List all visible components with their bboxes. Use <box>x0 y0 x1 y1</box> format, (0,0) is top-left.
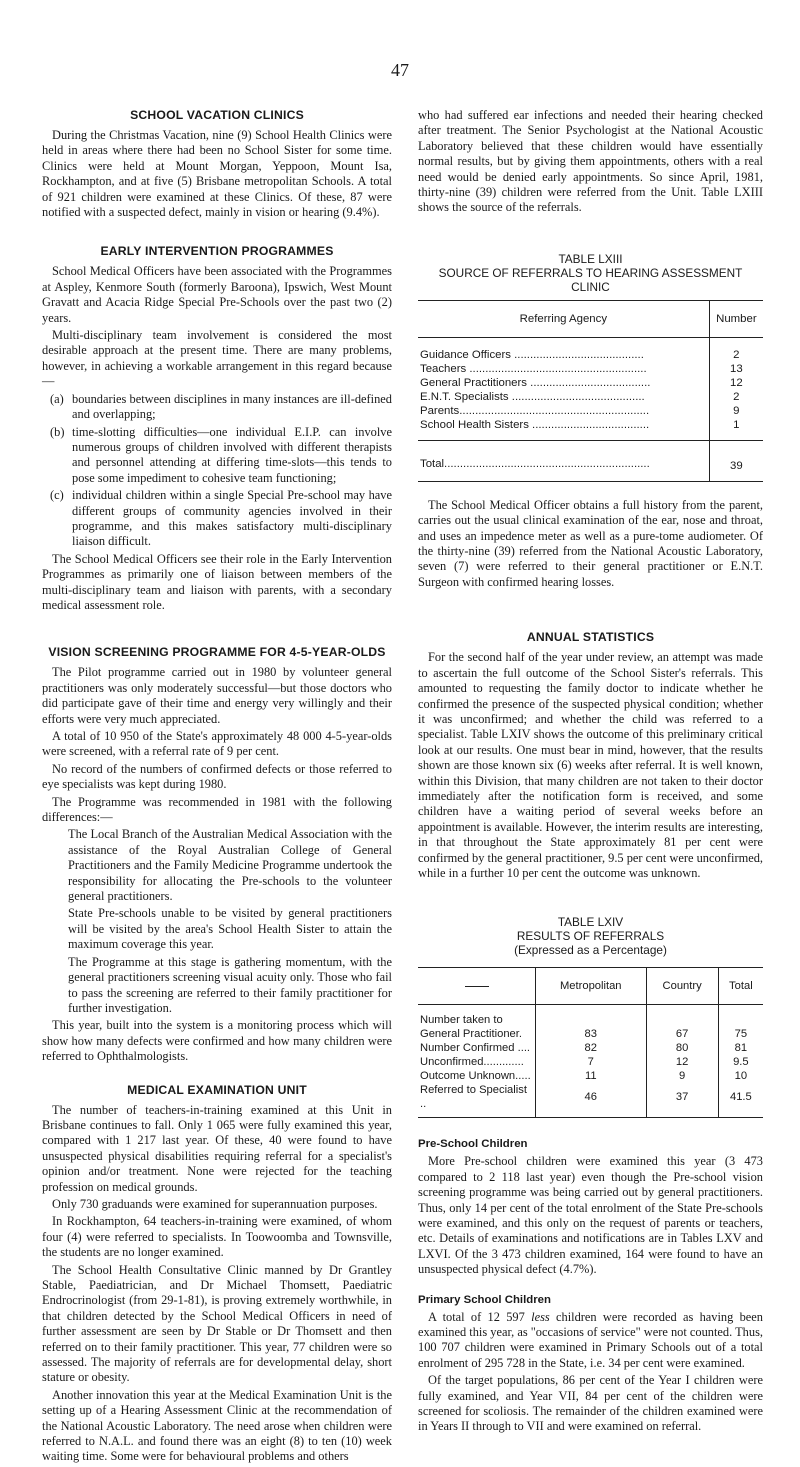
number-cell: 1 <box>733 418 740 431</box>
column-header-country: Country <box>646 968 718 1005</box>
metro-cell: 82 <box>536 1041 647 1055</box>
table-row <box>418 1055 763 1069</box>
table-row <box>418 376 763 390</box>
list-item-text: boundaries between disciplines in many instances are ill-defined and overlapping; <box>72 391 392 422</box>
table-lxiii-title: TABLE LXIII <box>558 251 623 266</box>
table-lxiv-title: TABLE LXIV <box>557 915 624 930</box>
list-marker: (a) <box>50 391 64 406</box>
agency-cell: General Practitioners ...................................... <box>418 376 709 390</box>
left-column <box>42 100 392 1467</box>
table-lxiv-subtitle: RESULTS OF REFERRALS <box>516 929 665 944</box>
agency-cell: Guidance Officers ......................................... <box>418 337 709 362</box>
list-item-text: individual children within a single Special Pre-school may have different groups of community agencies involved in their programme, and this makes satisfactory multi-disciplinary liaison difficult. <box>72 488 392 549</box>
country-cell: 9 <box>646 1069 718 1083</box>
metro-cell: 7 <box>536 1055 647 1069</box>
list-item-text: time-slotting difficulties—one individual E.I.P. can involve numerous groups of children involved with different therapists and personnel attending at differing time-slots—this tends to pose some impediment to cohesive team functioning; <box>72 424 392 485</box>
table-row <box>418 1041 763 1055</box>
table-row <box>418 390 763 404</box>
table-lxiii-subtitle: SOURCE OF REFERRALS TO HEARING ASSESSMENT CLINIC <box>438 265 743 294</box>
row-label: General Practitioner. <box>420 1028 522 1041</box>
table-row <box>418 1005 763 1028</box>
paragraph <box>418 1310 763 1372</box>
blank-header-rule <box>465 986 489 987</box>
paragraph: The number of teachers-in-training examined at this Unit in Brisbane continues to fall. Only 1 065 were fully examined this year, compared with 1 217 last year. Of these, 40 were found to have unsuspected physical disabilities requiring referral for a specialist's opinion and/or treatment. None were rejected for the teaching profession on medical grounds. <box>42 1102 392 1194</box>
column-header-total: Total <box>718 968 763 1005</box>
annual-statistics-heading: ANNUAL STATISTICS <box>526 630 655 645</box>
agency-cell: E.N.T. Specialists .......................................... <box>418 390 709 404</box>
total-cell: 75 <box>718 1027 763 1041</box>
emphasis-less: less <box>531 1309 550 1324</box>
country-cell: 67 <box>646 1027 718 1041</box>
vision-screening-heading: VISION SCREENING PROGRAMME FOR 4-5-YEAR-OLDS <box>48 645 386 660</box>
country-cell <box>646 1005 718 1028</box>
paragraph: In Rockhampton, 64 teachers-in-training were examined, of whom four (4) were referred to specialists. In Toowoomba and Townsville, the students are no longer examined. <box>42 1214 392 1260</box>
row-label: Referred to Specialist .. <box>418 1083 536 1118</box>
row-label: Number Confirmed .... <box>420 1042 531 1055</box>
school-vacation-clinics-heading: SCHOOL VACATION CLINICS <box>130 108 304 122</box>
pre-school-children-heading: Pre-School Children <box>418 1138 528 1151</box>
paragraph: Another innovation this year at the Medical Examination Unit is the setting up of a Hearing Assessment Clinic at the recommendation of the National Acoustic Laboratory. The need arose when children were referred to N.A.L. and found there was an eight (8) to ten (10) week waiting time. Some were for behavioural problems and others <box>42 1387 392 1464</box>
paragraph: The Programme was recommended in 1981 with the following differences:— <box>42 794 392 825</box>
right-column <box>418 100 763 1437</box>
paragraph: Of the target populations, 86 per cent of the Year I children were fully examined, and Year VII, 84 per cent of the children were screened for scoliosis. The remainder of the children examined were in Years II through to VII and were examined on referral. <box>418 1373 763 1434</box>
list-item <box>42 392 392 423</box>
column-header-blank <box>418 968 536 1005</box>
number-cell: 2 <box>733 348 740 361</box>
total-cell: 10 <box>718 1069 763 1083</box>
number-cell: 2 <box>733 390 740 403</box>
column-header-metropolitan: Metropolitan <box>536 968 647 1005</box>
list-item <box>42 425 392 487</box>
paragraph: The Programme at this stage is gathering momentum, with the general practitioners screening visual acuity only. Those who fail to pass the screening are referred to their family practitioner for further investigation. <box>68 954 392 1015</box>
paragraph: No record of the numbers of confirmed defects or those referred to eye specialists was kept during 1980. <box>42 761 392 792</box>
list-marker: (b) <box>50 424 65 439</box>
table-header-row <box>418 968 763 1005</box>
country-cell: 80 <box>646 1041 718 1055</box>
table-row <box>418 1027 763 1041</box>
primary-school-children-heading: Primary School Children <box>418 1293 551 1306</box>
paragraph: More Pre-school children were examined this year (3 473 compared to 2 118 last year) even though the Pre-school vision screening programme was being carried out by general practitioners. Thus, only 14 per cent of the total enrolment of the State Pre-schools were examined, and this only on the request of parents or teachers, etc. Details of examinations and notifications are in Tables LXV and LXVI. Of the 3 473 children examined, 164 were found to have an unsuspected physical defect (4.7%). <box>418 1154 763 1277</box>
referral-source-table <box>418 300 763 482</box>
number-cell: 12 <box>730 376 743 389</box>
medical-examination-unit-heading: MEDICAL EXAMINATION UNIT <box>127 1082 307 1097</box>
list-marker: (c) <box>50 488 64 503</box>
metro-cell: 83 <box>536 1027 647 1041</box>
problem-list <box>42 392 392 550</box>
row-label: Number taken to <box>420 1014 503 1027</box>
paragraph: The School Medical Officer obtains a full history from the parent, carries out the usual clinical examination of the ear, nose and throat, and uses an impedence meter as well as a pure-tome audiometer. Of the thirty-nine (39) referred from the National Acoustic Laboratory, seven (7) were referred to their general practitioner or E.N.T. Surgeon with confirmed hearing losses. <box>418 497 763 589</box>
referral-results-table <box>418 967 763 1118</box>
table-row <box>418 418 763 441</box>
page-number: 47 <box>391 60 409 80</box>
metro-cell <box>536 1005 647 1028</box>
table-row <box>418 337 763 362</box>
total-label: Total................................................................. <box>418 440 709 481</box>
table-row <box>418 1069 763 1083</box>
country-cell: 12 <box>646 1055 718 1069</box>
metro-cell: 11 <box>536 1069 647 1083</box>
agency-cell: School Health Sisters ..................................... <box>418 418 709 441</box>
paragraph: A total of 10 950 of the State's approximately 48 000 4-5-year-olds were screened, with a referral rate of 9 per cent. <box>42 729 392 759</box>
metro-cell: 46 <box>536 1083 647 1118</box>
total-cell: 81 <box>718 1041 763 1055</box>
country-cell: 37 <box>646 1083 718 1118</box>
paragraph: Multi-disciplinary team involvement is considered the most desirable approach at the present time. There are many problems, however, in achieving a workable arrangement in this regard because— <box>42 328 392 389</box>
total-value: 39 <box>709 440 763 481</box>
paragraph: School Medical Officers have been associated with the Programmes at Aspley, Kenmore South (formerly Baroona), Ipswich, West Mount Gravatt and Acacia Ridge Special Pre-Schools over the past two (2) years. <box>42 264 392 325</box>
column-header-agency: Referring Agency <box>418 300 709 337</box>
early-intervention-heading: EARLY INTERVENTION PROGRAMMES <box>100 244 334 259</box>
text-run: A total of 12 597 <box>428 1309 532 1324</box>
paragraph: Only 730 graduands were examined for superannuation purposes. <box>52 1196 378 1211</box>
column-header-number: Number <box>709 300 763 337</box>
paragraph: The Local Branch of the Australian Medical Association with the assistance of the Royal Australian College of General Practitioners and the Family Medicine Programme undertook the responsibility for allocating the Pre-schools to the volunteer general practitioners. <box>68 827 392 904</box>
table-header-row <box>418 300 763 337</box>
agency-cell: Parents............................................................ <box>418 404 709 418</box>
paragraph: The School Health Consultative Clinic manned by Dr Grantley Stable, Paediatrician, and Dr Michael Thomsett, Paediatric Endrocrinologist (from 29-1-81), is proving extremely worthwhile, in that children detected by the School Medical Officers in need of further assessment are seen by Dr Stable or Dr Thomsett and then referred on to their family practitioner. This year, 77 children were so assessed. The majority of referrals are for developmental delay, short stature or obesity. <box>42 1262 392 1385</box>
row-label: Unconfirmed............. <box>420 1056 524 1069</box>
paragraph: State Pre-schools unable to be visited by general practitioners will be visited by the area's School Health Sister to attain the maximum coverage this year. <box>68 906 392 952</box>
list-item <box>42 488 392 550</box>
paragraph: During the Christmas Vacation, nine (9) School Health Clinics were held in areas where there had been no School Sister for some time. Clinics were held at Mount Morgan, Yeppoon, Mount Isa, Rockhampton, and at five (5) Brisbane metropolitan Schools. A total of 921 children were examined at these Clinics. Of these, 87 were notified with a suspected defect, mainly in vision or hearing (9.4%). <box>42 128 392 220</box>
paragraph: The School Medical Officers see their role in the Early Intervention Programmes as primarily one of liaison between members of the multi-disciplinary team and liaison with parents, with a secondary medical assessment role. <box>42 551 392 612</box>
paragraph: who had suffered ear infections and needed their hearing checked after treatment. The Senior Psychologist at the National Acoustic Laboratory believed that these children would have essentially normal results, but by giving them appointments, others with a real need would be denied early appointments. So since April, 1981, thirty-nine (39) children were referred from the Unit. Table LXIII shows the source of the referrals. <box>418 108 763 215</box>
text-run: children were recorded as having been examined this year, as "occasions of service" were not counted. Thus, 100 707 children were examined in Primary Schools out of a total enrolment of 295 728 in the State, i.e. 34 per cent were examined. <box>418 1309 763 1370</box>
table-row <box>418 1083 763 1118</box>
agency-cell: Teachers ........................................................ <box>418 362 709 376</box>
number-cell: 13 <box>730 362 743 375</box>
paragraph: For the second half of the year under review, an attempt was made to ascertain the full outcome of the School Sister's referrals. This amounted to requesting the family doctor to indicate whether he confirmed the presence of the suspected physical condition; whether it was unconfirmed; and whether the child was referred to a specialist. Table LXIV shows the outcome of this preliminary critical look at our results. One must bear in mind, however, that the results shown are those known six (6) weeks after referral. It is well known, within this Division, that many children are not taken to their doctor immediately after the notification form is received, and some children have a waiting period of several weeks before an appointment is available. However, the interim results are interesting, in that throughout the State approximately 81 per cent were confirmed by the general practitioner, 9.5 per cent were unconfirmed, while in a further 10 per cent the outcome was unknown. <box>418 650 763 880</box>
table-row <box>418 362 763 376</box>
row-label: Outcome Unknown..... <box>420 1070 531 1083</box>
number-cell: 9 <box>733 404 740 417</box>
total-cell: 9.5 <box>718 1055 763 1069</box>
table-row <box>418 404 763 418</box>
table-lxiv-note: (Expressed as a Percentage) <box>514 943 667 958</box>
paragraph: This year, built into the system is a monitoring process which will show how many defects were confirmed and how many children were referred to Ophthalmologists. <box>42 1018 392 1064</box>
total-cell: 41.5 <box>718 1083 763 1118</box>
table-total-row <box>418 440 763 481</box>
paragraph: The Pilot programme carried out in 1980 by volunteer general practitioners was only moderately successful—but those doctors who did participate gave of their time and energy very willingly and their efforts were very much appreciated. <box>42 665 392 726</box>
total-cell <box>718 1005 763 1028</box>
